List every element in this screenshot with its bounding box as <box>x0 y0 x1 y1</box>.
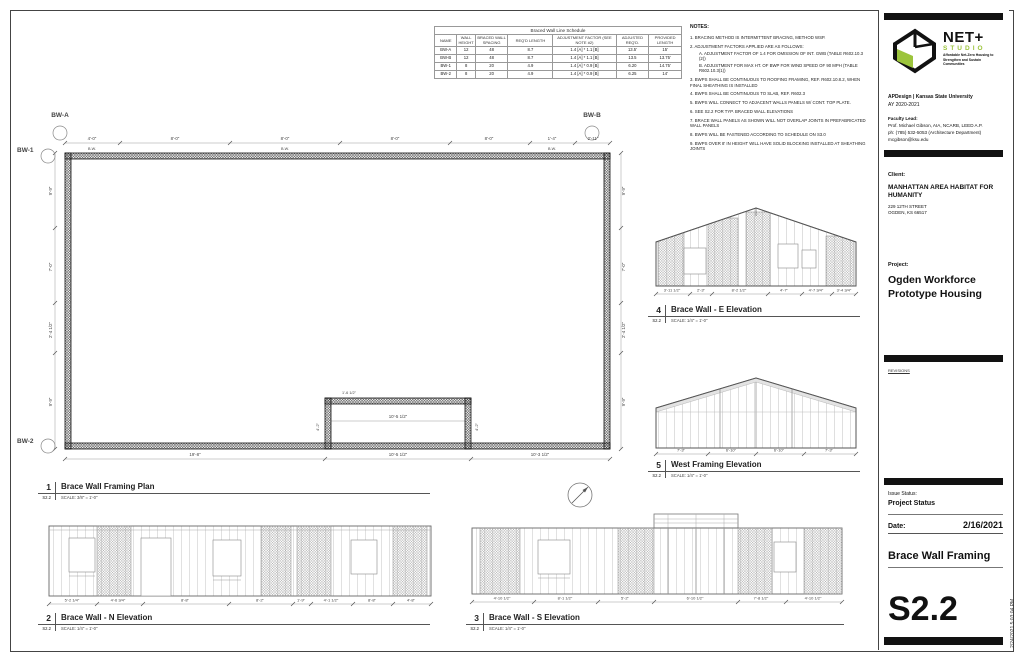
dim-label: 8'-8" <box>368 597 376 603</box>
dim-label: 6'-10 1/2" <box>686 595 704 601</box>
porch-stub-west <box>325 398 331 449</box>
viewport-title: Brace Wall - N Elevation <box>56 613 430 625</box>
viewport-number: 3 <box>466 613 484 625</box>
table-row <box>435 63 682 71</box>
col-header: WALL HEIGHT <box>457 35 475 47</box>
faculty-label: Faculty Lead: <box>888 116 918 121</box>
faculty-phone: ph: (785) 532-5053 (Architecture Department) <box>888 130 982 135</box>
cell: 4.9 <box>508 63 553 71</box>
dim-label: 2'-4 1/2" <box>48 321 53 339</box>
dim-label: 7'-8 1/2" <box>753 595 769 601</box>
cell: 48 <box>475 47 508 55</box>
dim-label: 3'-4 3/4" <box>836 287 852 293</box>
client-name-line: HUMANITY <box>888 192 923 200</box>
dim-label: 8'-0" <box>170 136 180 141</box>
dim-label: 7'-3" <box>825 447 833 453</box>
cell: 48 <box>475 55 508 63</box>
note-item: 3. BWPS SHALL BE CONTINUOUS TO ROOFING FRAMING, REF. R602.10.8.2, WHEN FINAL SHEATHING IS INSTALLED <box>690 77 861 88</box>
cell: 14' <box>649 70 682 78</box>
client-address <box>888 204 1003 216</box>
viewport-scale: SCALE: 1/4" = 1'-0" <box>671 318 708 323</box>
notes-title: NOTES: <box>690 24 709 30</box>
viewport-title-1 <box>38 482 430 500</box>
table-row <box>435 70 682 78</box>
north-elevation-drawing <box>45 518 437 610</box>
sheet-ref: S2.2 <box>38 625 56 631</box>
plan-walls <box>65 153 610 449</box>
west-framing-elevation-drawing <box>650 366 862 458</box>
cell: 20 <box>475 70 508 78</box>
col-header: ADJUSTMENT FACTOR (SEE NOTE #2) <box>553 35 616 47</box>
cell: 20 <box>475 63 508 71</box>
viewport-title-3 <box>466 613 844 631</box>
dim-label: 4'-10 1/2" <box>493 595 511 601</box>
cell: 13.75' <box>649 55 682 63</box>
divider-bar <box>884 13 1003 20</box>
note-item: 8. BWPS WILL BE FASTENED ACCORDING TO SCHEDULE ON S3.0 <box>690 132 826 138</box>
cell: 12 <box>457 55 475 63</box>
dim-label: 1'-6 1/2" <box>342 391 356 395</box>
east-elevation-fill <box>656 208 856 286</box>
cell: 1.4 [A] * 0.9 [B] <box>553 70 616 78</box>
netplus-logo-icon <box>887 24 941 78</box>
divider-bar <box>884 478 1003 485</box>
date-label: Date: <box>888 523 906 530</box>
viewport-title: Brace Wall - S Elevation <box>484 613 844 625</box>
viewport-number: 1 <box>38 482 56 494</box>
general-notes <box>690 24 866 155</box>
viewport-title-4 <box>648 305 860 323</box>
issue-status-label: Issue Status: <box>888 491 917 497</box>
dim-label: 19'-8" <box>189 452 201 457</box>
dim-label: 7'-3" <box>677 447 685 453</box>
dimension-ticks <box>53 141 623 461</box>
divider-bar <box>884 637 1003 645</box>
dim-label: 4'-8" <box>407 597 415 603</box>
cell: 1.4 [A] * 1.1 [B] <box>553 47 616 55</box>
north-wall <box>65 153 610 159</box>
sheet-ref: S2.2 <box>648 472 666 478</box>
bw-tag: B.W. <box>280 147 290 151</box>
cell: 15' <box>649 47 682 55</box>
viewport-title: West Framing Elevation <box>666 460 860 472</box>
cell: 13.5 <box>616 55 649 63</box>
col-header: REQ'D LENGTH <box>508 35 553 47</box>
client-label: Client: <box>888 172 906 178</box>
project-name-line: Ogden Workforce <box>888 274 976 286</box>
viewport-title: Brace Wall Framing Plan <box>56 482 430 494</box>
dim-label: 8'-2" <box>256 597 264 603</box>
project-label: Project: <box>888 262 909 268</box>
organization: APDesign | Kansas State University <box>888 94 973 100</box>
cell: 8.7 <box>508 55 553 63</box>
divider-bar <box>884 355 1003 362</box>
table-row <box>435 47 682 55</box>
bw-tag: B.W. <box>547 147 557 151</box>
viewport-scale: SCALE: 1/4" = 1'-0" <box>61 626 98 631</box>
dim-label: 2'-11" <box>587 136 599 141</box>
plan-dimension-lines <box>55 143 621 459</box>
dim-label: 4'-2" <box>474 423 479 431</box>
dim-label: 5'-2" <box>621 595 629 601</box>
viewport-title: Brace Wall - E Elevation <box>666 305 860 317</box>
dim-label: 10'-3 1/2" <box>530 452 550 457</box>
dim-label: 4'-10 1/2" <box>804 595 822 601</box>
dim-label: 8'-1 1/2" <box>557 595 573 601</box>
viewport-number: 2 <box>38 613 56 625</box>
dim-label: 1'-9" <box>297 597 305 603</box>
note-item: 5. BWPS WILL CONNECT TO ADJACENT WALLS PANELS W/ CONT. TOP PLATE. <box>690 100 851 106</box>
schedule-table <box>434 26 682 79</box>
west-elevation-fill <box>656 378 856 448</box>
cell: 6.25 <box>616 70 649 78</box>
dim-label: 8'-2 1/2" <box>731 287 747 293</box>
sheet-ref: S2.2 <box>466 625 484 631</box>
note-subitem: B. ADJUSTMENT FOR MAX HT. OF BWP FOR WIND SPEED OF 90 MPH (TABLE R602.10.3(1)) <box>699 62 858 74</box>
date-value: 2/16/2021 <box>962 520 1003 530</box>
dim-label: 4'-7 3/4" <box>808 287 824 293</box>
col-header: BRACED WALL SPACING <box>475 35 508 47</box>
rule <box>888 566 1003 568</box>
client-address-line: OGDEN, KS 66517 <box>888 210 927 216</box>
north-arrow-icon <box>562 477 598 513</box>
cell: BW-1 <box>435 63 457 71</box>
dim-label: 9'-9" <box>48 397 53 407</box>
porch-stub-east <box>465 398 471 449</box>
braced-wall-line-schedule <box>434 26 682 79</box>
dim-label: 4'-1 1/2" <box>323 597 339 603</box>
faculty-email: mcgibson@ksu.edu <box>888 137 929 142</box>
faculty-name: Prof. Michael Gibson, AIA, NCARB, LEED A.P. <box>888 123 983 128</box>
cell: 8 <box>457 63 475 71</box>
dim-label: 8'-0" <box>390 136 400 141</box>
dim-label: 8'-0" <box>280 136 290 141</box>
south-wall <box>65 443 610 449</box>
cell: 8.7 <box>508 47 553 55</box>
client-name <box>888 184 1003 200</box>
grid-label-bw-b: BW-B <box>583 112 601 119</box>
cell: 8 <box>457 70 475 78</box>
porch-wall <box>325 398 471 404</box>
note-subitem: A. ADJUSTMENT FACTOR OF 1.4 FOR OMISSION OF INT. GWB (TABLE R602.10.3 (2)) <box>699 50 864 62</box>
plot-timestamp: 2/24/2021 5:03:04 PM <box>1010 598 1016 648</box>
viewport-title-5 <box>648 460 860 478</box>
dim-label: 1'-4" <box>547 136 557 141</box>
dim-label: 5'-2 1/4" <box>64 597 80 603</box>
west-wall <box>65 153 71 449</box>
east-wall <box>604 153 610 449</box>
viewport-number: 4 <box>648 305 666 317</box>
divider-bar <box>884 150 1003 157</box>
viewport-scale: SCALE: 1/4" = 1'-0" <box>489 626 526 631</box>
dim-label: 4'-7" <box>780 287 788 293</box>
grid-label-bw-2: BW-2 <box>17 438 34 445</box>
cell: 6.20 <box>616 63 649 71</box>
grid-label-bw-1: BW-1 <box>17 147 34 154</box>
viewport-scale: SCALE: 3/8" = 1'-0" <box>61 495 98 500</box>
cell: 14.75' <box>649 63 682 71</box>
note-item: 4. BWPS SHALL BE CONTINUOUS TO SLAB, REF. R602.3 <box>690 91 806 97</box>
academic-year: AY 2020-2021 <box>888 102 920 108</box>
dim-label: 9'-9" <box>621 397 626 407</box>
dim-label: 9'-9" <box>48 186 53 196</box>
date-row <box>888 520 1003 534</box>
project-name-line: Prototype Housing <box>888 287 982 300</box>
project-name <box>888 274 1003 301</box>
note-item: 9. BWPS OVER 8' IN HEIGHT WILL HAVE SOLID BLOCKING INSTALLED AT SHEATHING JOINTS <box>690 141 866 152</box>
sheet-number: S2.2 <box>888 590 958 628</box>
dim-label: 8'-0" <box>484 136 494 141</box>
cell: 4.9 <box>508 70 553 78</box>
schedule-header-row <box>435 35 682 47</box>
cell: BW-B <box>435 55 457 63</box>
south-elevation-drawing <box>468 510 846 610</box>
grid-label-bw-a: BW-A <box>51 112 69 119</box>
bw-tag: B.W. <box>87 147 97 151</box>
dim-label: 4'-6 3/4" <box>110 597 126 603</box>
east-elevation-drawing <box>650 192 862 304</box>
issue-status-value: Project Status <box>888 500 936 507</box>
dim-label: 4'-0" <box>87 136 97 141</box>
cell: 12 <box>457 47 475 55</box>
rule <box>888 513 1003 515</box>
note-item: 1. BRACING METHOD IS INTERMITTENT BRACING, METHOD WSP. <box>690 35 826 40</box>
logo-name: NET+ <box>943 29 984 46</box>
cell: 1.4 [A] * 1.1 [B] <box>553 55 616 63</box>
dim-label: 4'-2" <box>315 423 320 431</box>
brace-wall-framing-plan-drawing <box>15 103 650 478</box>
client-address-line: 229 12TH STREET <box>888 204 927 209</box>
dim-label: 7'-0" <box>48 262 53 272</box>
logo-subtitle: STUDIO <box>943 45 986 52</box>
note-item: 7. BRACE WALL PANELS AS SHOWN WILL NOT OVERLAP JOINTS IN PREFABRICATED WALL PANELS <box>690 117 866 129</box>
revisions-label: REVISIONS <box>888 368 910 373</box>
viewport-number: 5 <box>648 460 666 472</box>
table-row <box>435 55 682 63</box>
plan-svg <box>15 103 650 478</box>
dim-label: 3'-11 1/2" <box>663 287 681 293</box>
col-header: NAME <box>435 35 457 47</box>
cell: BW-A <box>435 47 457 55</box>
viewport-scale: SCALE: 1/4" = 1'-0" <box>671 473 708 478</box>
logo-tagline: Strengthen and Sustain Communities <box>943 57 982 66</box>
logo-text-block <box>943 30 1003 66</box>
sheet-ref: S2.2 <box>648 317 666 323</box>
client-name-line: MANHATTAN AREA HABITAT FOR <box>888 184 994 191</box>
sheet-title: Brace Wall Framing <box>888 550 991 562</box>
logo-tagline: Affordable Net-Zero Housing to <box>943 53 994 58</box>
cell: 1.4 [A] * 0.9 [B] <box>553 63 616 71</box>
dim-label: 2'-3" <box>697 287 705 293</box>
note-item: 6. SEE S2.2 FOR TYP. BRACED WALL ELEVATIONS <box>690 109 794 115</box>
schedule-title: Braced Wall Line Schedule <box>435 27 682 35</box>
dim-label: 10'-5 1/2" <box>388 452 408 457</box>
note-item: 2. ADJUSTMENT FACTORS APPLIED ARE AS FOLLOWS: <box>690 43 804 49</box>
col-header: ADJUSTED REQ'D. <box>616 35 649 47</box>
dim-label: 8'-8" <box>181 597 189 603</box>
cell: BW-2 <box>435 70 457 78</box>
grid-bubbles <box>41 126 599 453</box>
dim-label: 6'-10" <box>725 447 737 453</box>
sheet-ref: S2.2 <box>38 494 56 500</box>
col-header: PROVIDED LENGTH <box>649 35 682 47</box>
dim-label: 10'-5 1/2" <box>388 414 408 419</box>
viewport-title-2 <box>38 613 430 631</box>
cell: 13.5' <box>616 47 649 55</box>
dim-label: 6'-10" <box>773 447 785 453</box>
dim-label: 9'-9" <box>621 186 626 196</box>
dim-label: 7'-0" <box>621 262 626 272</box>
dim-label: 2'-4 1/2" <box>621 321 626 339</box>
title-block <box>878 10 1009 650</box>
